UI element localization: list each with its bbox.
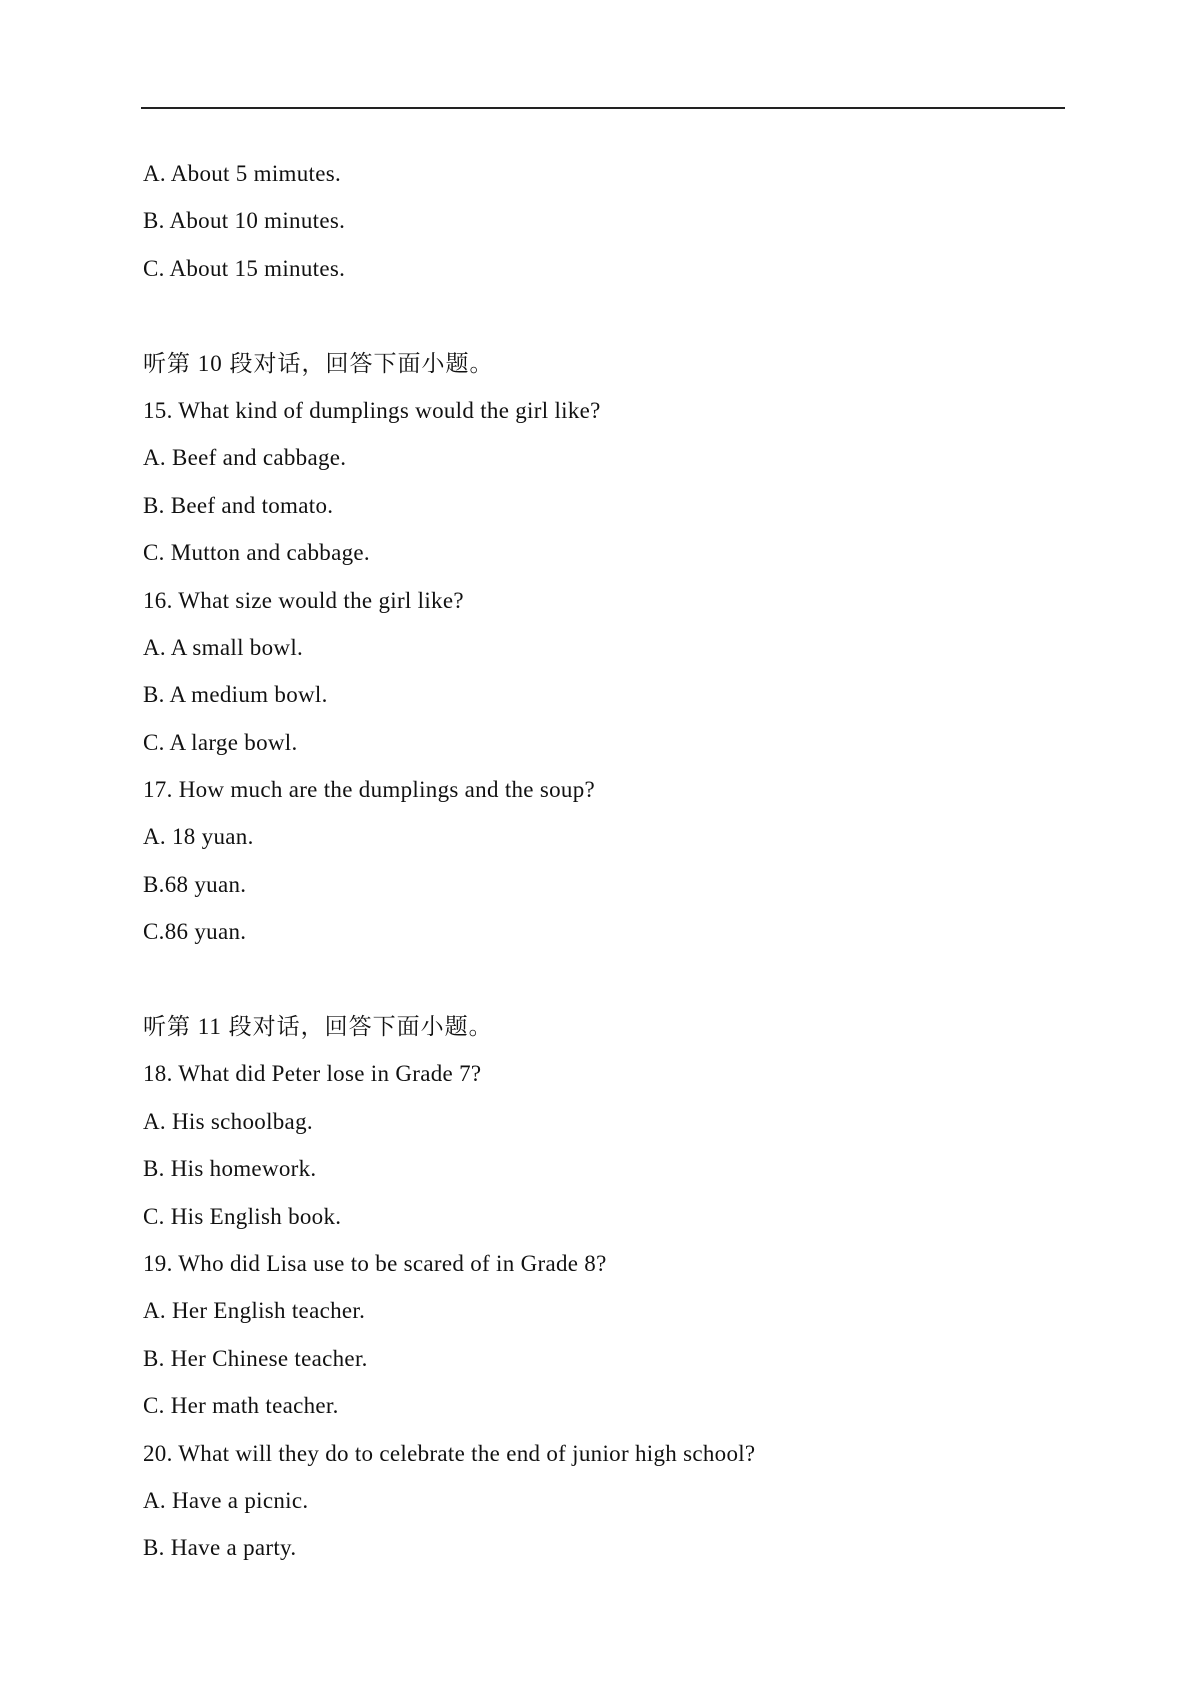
q16-option-b: B. A medium bowl. [143,682,328,708]
question-19: 19. Who did Lisa use to be scared of in Grade 8? [143,1250,607,1276]
q19-option-a: A. Her English teacher. [143,1298,366,1324]
q15-option-a: A. Beef and cabbage. [143,445,347,471]
question-20: 20. What will they do to celebrate the end of junior high school? [143,1440,756,1466]
q16-option-c: C. A large bowl. [143,729,298,755]
page-content [143,150,1063,1572]
q15-option-b: B. Beef and tomato. [143,492,334,518]
header-rule [141,107,1065,109]
question-17: 17. How much are the dumplings and the soup? [143,777,596,803]
q20-option-b: B. Have a party. [143,1535,297,1561]
section-10-instruction: 听第 10 段对话，回答下面小题。 [143,350,494,376]
q18-option-b: B. His homework. [143,1156,317,1182]
option-a: A. About 5 mimutes. [143,161,342,186]
q19-option-b: B. Her Chinese teacher. [143,1345,368,1371]
q17-option-a: A. 18 yuan. [143,824,254,850]
question-16: 16. What size would the girl like? [143,587,464,613]
q18-option-a: A. His schoolbag. [143,1108,313,1134]
q18-option-c: C. His English book. [143,1203,342,1229]
q15-option-c: C. Mutton and cabbage. [143,540,370,566]
q20-option-a: A. Have a picnic. [143,1487,309,1513]
q19-option-c: C. Her math teacher. [143,1393,339,1419]
section-11-instruction: 听第 11 段对话，回答下面小题。 [143,1014,493,1040]
q17-option-c: C.86 yuan. [143,919,247,945]
q17-option-b: B.68 yuan. [143,871,247,897]
option-b: B. About 10 minutes. [143,208,346,234]
question-15: 15. What kind of dumplings would the girl like? [143,397,601,423]
question-18: 18. What did Peter lose in Grade 7? [143,1061,482,1087]
q16-option-a: A. A small bowl. [143,634,304,660]
option-c: C. About 15 minutes. [143,255,346,281]
